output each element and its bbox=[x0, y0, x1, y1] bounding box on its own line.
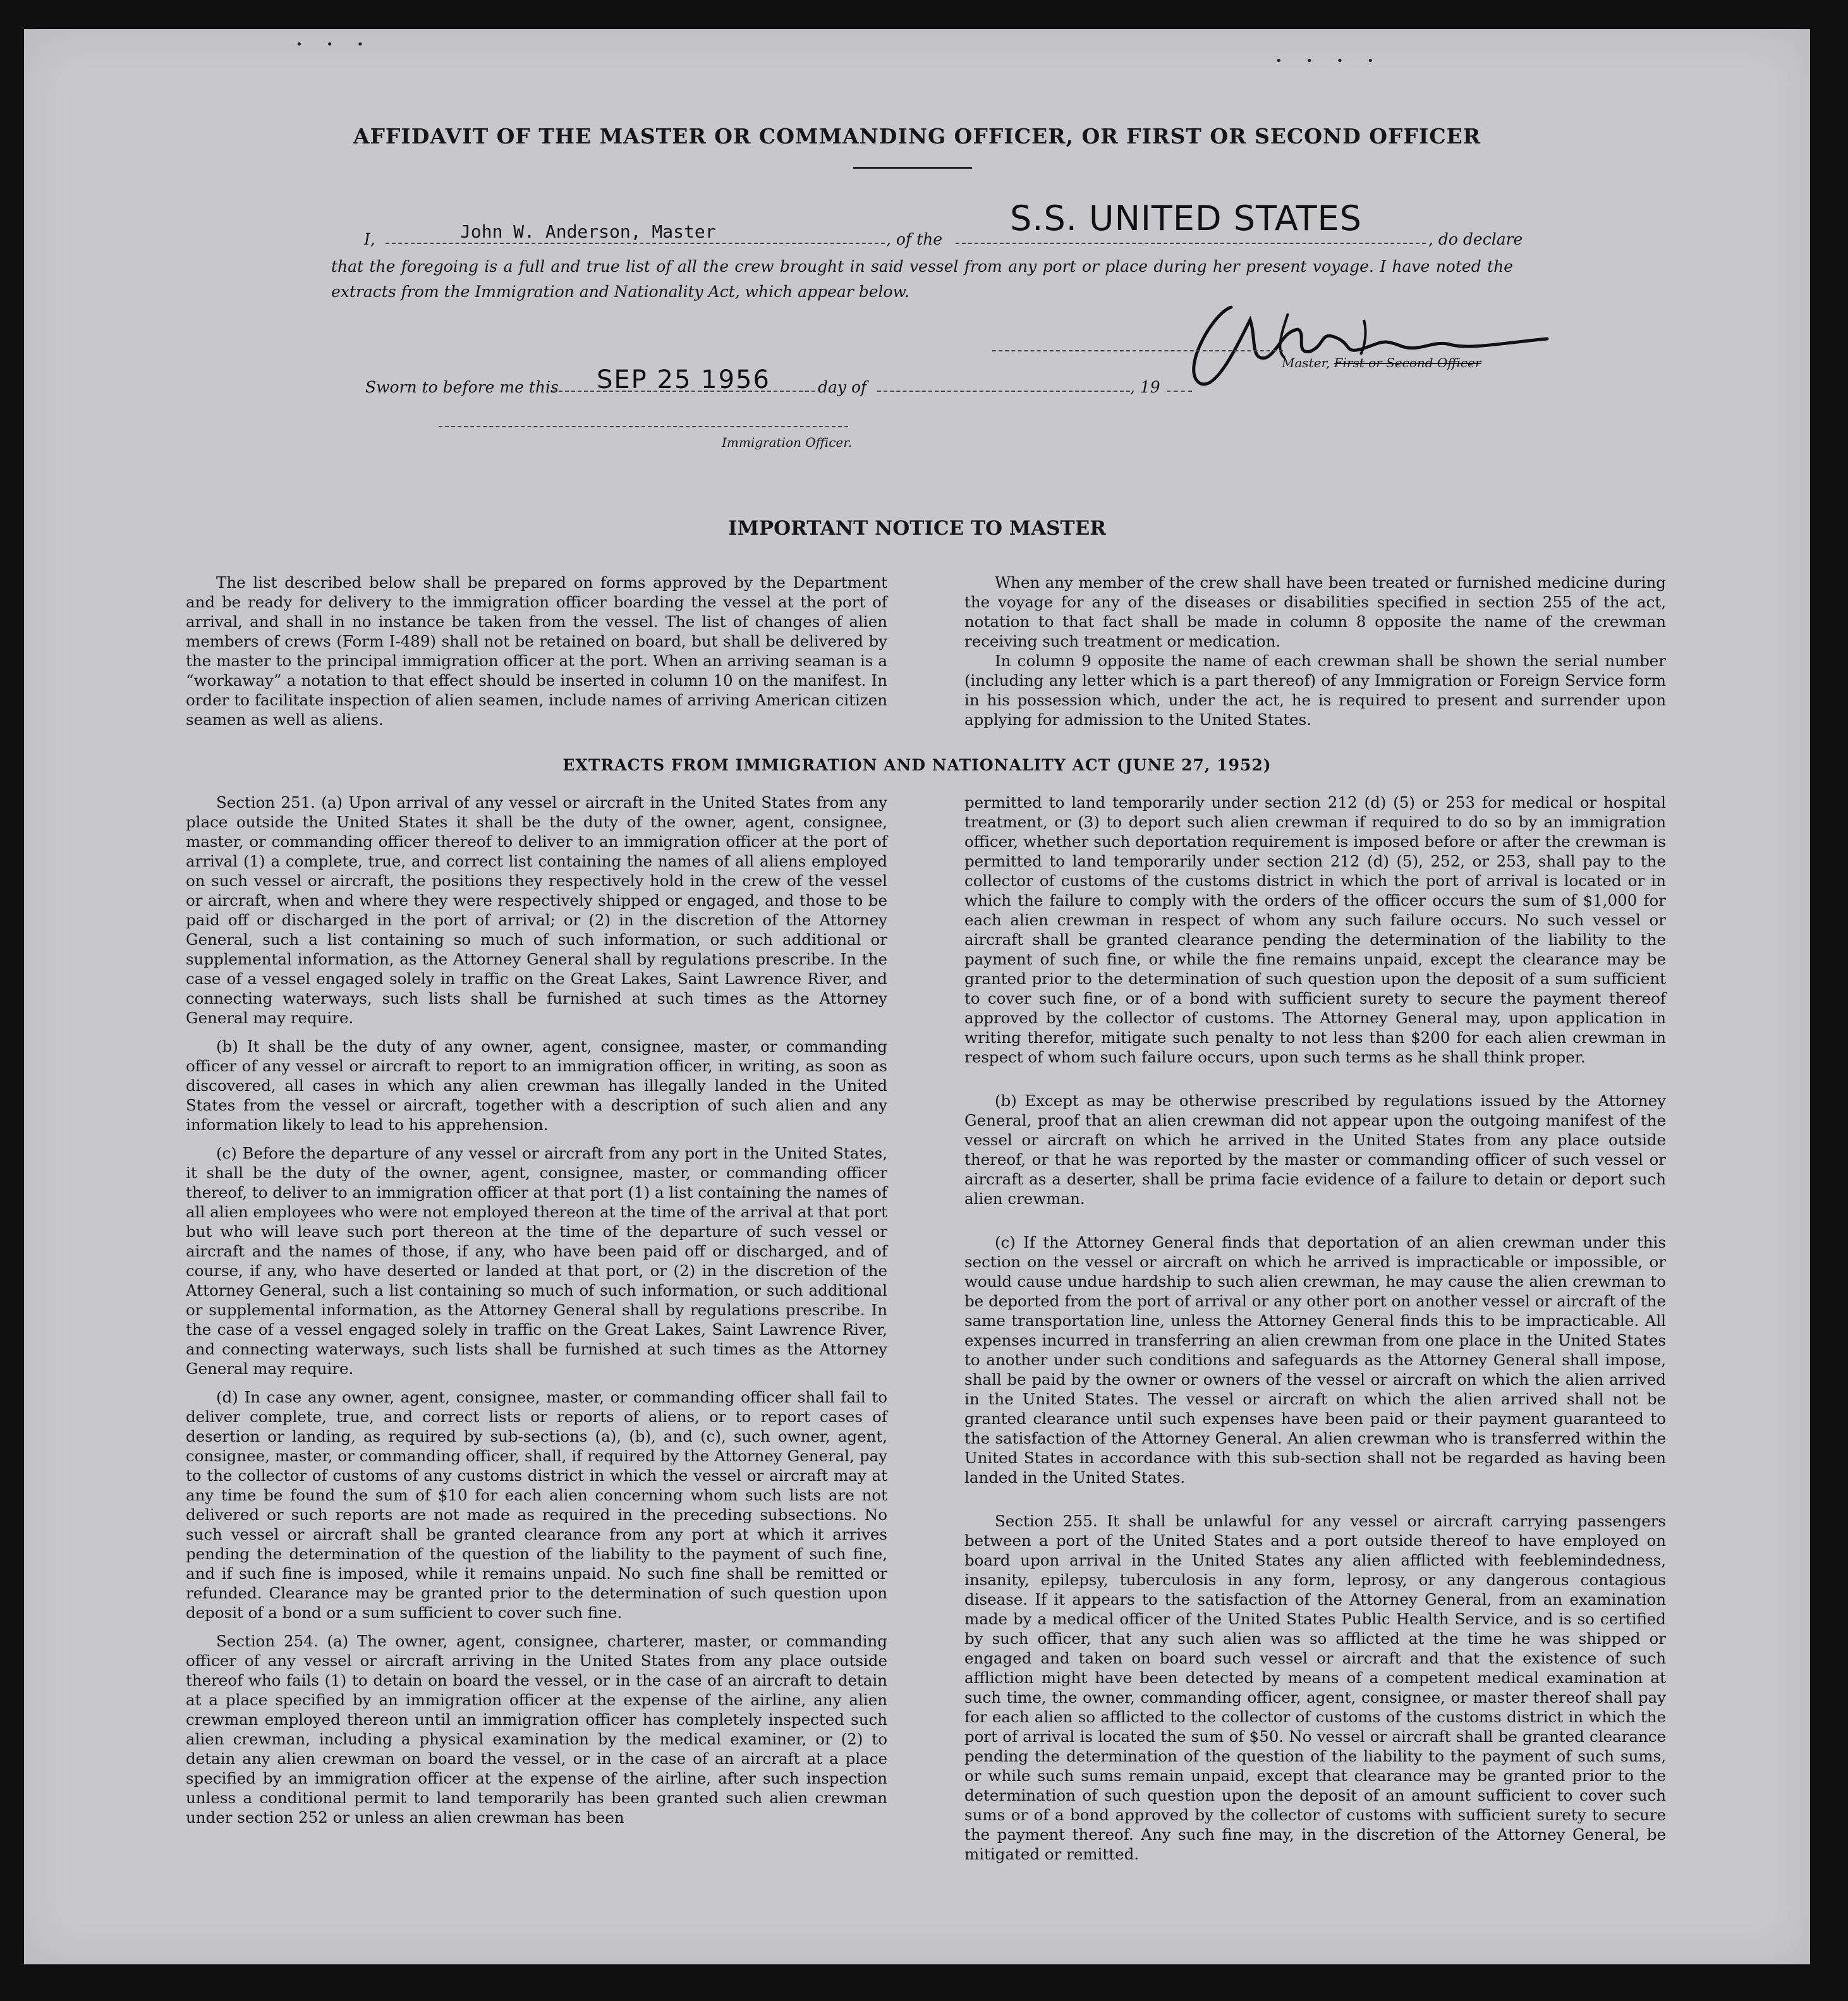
section-251c: (c) Before the departure of any vessel or aircraft from any port in the United States, it shall be the duty of the owner, agent, consignee, master, or commanding officer thereof, to deliver to an immigration officer at that port (1) a list containing the names of all alien employees who were not employed thereon at the time of the arrival at that port but who will leave such port thereon at the time of the departure of such vessel or aircraft and the names of those, if any, who have been paid off or discharged, and of course, if any, who have deserted or landed at that port, or (2) in the discretion of the Attorney General, such a list containing so much of such information, or such additional or supplemental information, as the Attorney General shall by regulations prescribe. In the case of a vessel engaged solely in traffic on the Great Lakes, Saint Lawrence River, and connecting waterways, such lists shall be furnished at such times as the Attorney General may require. bbox=[186, 1144, 887, 1378]
section-254a: Section 254. (a) The owner, agent, consignee, charterer, master, or commanding officer of any vessel or aircraft arriving in the United States from any place outside thereof who fails (1) to detain on board the vessel, or in the case of an aircraft to detain at a place specified by an immigration officer at the expense of the airline, any alien crewman employed thereon until an immigration officer has completely inspected such alien crewman, including a physical examination by the medical examiner, or (2) to detain any alien crewman on board the vessel, or in the case of an aircraft at a place specified by an immigration officer at the expense of the airline, after such inspection unless a conditional permit to land temporarily has been granted such alien crewman under section 252 or unless an alien crewman has been bbox=[186, 1632, 887, 1827]
signature-line bbox=[992, 350, 1283, 351]
master-name: John W. Anderson, Master bbox=[460, 221, 716, 242]
notice-left-column bbox=[186, 573, 887, 738]
year-label: , 19 bbox=[1130, 378, 1160, 396]
sworn-date-stamp: SEP 25 1956 bbox=[597, 365, 770, 394]
of-the-label: , of the bbox=[886, 230, 943, 248]
section-251d: (d) In case any owner, agent, consignee, master, or commanding officer shall fail to deliver complete, true, and correct lists or reports of aliens, or to report cases of desertion or landing, as required by sub-sections (a), (b), and (c), such owner, agent, consignee, master, or commanding officer, shall, if required by the Attorney General, pay to the collector of customs of any customs district in which the vessel or aircraft may at any time be found the sum of $10 for each alien concerning whom such lists are not delivered or such reports are not made as required in the preceding subsections. No such vessel or aircraft shall be granted clearance from any port at which it arrives pending the determination of the question of the liability to the payment of such fine, and if such fine is imposed, while it remains unpaid. No such fine shall be remitted or refunded. Clearance may be granted prior to the determination of such question upon deposit of a bond or a sum sufficient to cover such fine. bbox=[186, 1388, 887, 1622]
month-line bbox=[877, 391, 1130, 392]
extracts-left-column bbox=[186, 793, 887, 1836]
extracts-right-column bbox=[964, 793, 1666, 1873]
day-of-label: day of bbox=[818, 378, 867, 396]
declare-prefix: I, bbox=[364, 230, 375, 248]
affidavit-title: AFFIDAVIT OF THE MASTER OR COMMANDING OFFICER, OR FIRST OR SECOND OFFICER bbox=[353, 124, 1481, 149]
vessel-line bbox=[956, 243, 1426, 244]
section-251a: Section 251. (a) Upon arrival of any vessel or aircraft in the United States from any place outside the United States it shall be the duty of the owner, agent, consignee, master, or commanding officer thereof to deliver to an immigration officer at the port of arrival (1) a complete, true, and correct list containing the names of all aliens employed on such vessel or aircraft, the positions they respectively hold in the crew of the vessel or aircraft, when and where they were respectively shipped or engaged, and those to be paid off or discharged in the port of arrival; or (2) in the discretion of the Attorney General, such a list containing so much of such information, or such additional or supplemental information, as the Attorney General shall by regulations prescribe. In the case of a vessel engaged solely in traffic on the Great Lakes, Saint Lawrence River, and connecting waterways, such lists shall be furnished at such times as the Attorney General may require. bbox=[186, 793, 887, 1027]
sworn-label: Sworn to before me this bbox=[365, 378, 559, 396]
do-declare-label: , do declare bbox=[1428, 230, 1523, 248]
notice-paragraph: The list described below shall be prepared on forms approved by the Department and be ready for delivery to the immigration officer boarding the vessel at the port of arrival, and shall in no instance be taken from the vessel. The list of changes of alien members of crews (Form I-489) shall not be retained on board, but shall be delivered by the master to the principal immigration officer at the port. When an arriving seaman is a “workaway” a notation to that effect should be inserted in column 10 on the manifest. In order to facilitate inspection of alien seamen, include names of arriving American citizen seamen as well as aliens. bbox=[186, 573, 887, 729]
title-rule bbox=[853, 167, 972, 169]
section-251b: (b) It shall be the duty of any owner, agent, consignee, master, or commanding officer of any vessel or aircraft to report to an immigration officer, in writing, as soon as discovered, all cases in which any alien crewman has illegally landed in the United States from the vessel or aircraft, together with a description of such alien and any information likely to lead to his apprehension. bbox=[186, 1037, 887, 1134]
notice-right-column bbox=[964, 573, 1666, 738]
section-254a-continued: permitted to land temporarily under section 212 (d) (5) or 253 for medical or hospital treatment, or (3) to deport such alien crewman if required to do so by an immigration officer, whether such deportation requirement is imposed before or after the crewman is permitted to land temporarily under section 212 (d) (5), 252, or 253, shall pay to the collector of customs of the customs district in which the port of arrival is located or in which the failure to comply with the orders of the officer occurs the sum of $1,000 for each alien crewman in respect of whom any such failure occurs. No such vessel or aircraft shall be granted clearance pending the determination of the liability to the payment of such fine, or while the fine remains unpaid, except the clearance may be granted prior to the determination of such question upon the deposit of a sum sufficient to cover such fine, or of a bond with sufficient surety to secure the payment thereof approved by the collector of customs. The Attorney General may, upon application in writing therefor, mitigate such penalty to not less than $200 for each alien crewman in respect of whom such failure occurs, upon such terms as he shall think proper. bbox=[964, 793, 1666, 1066]
scan-specks: • • • • bbox=[1275, 54, 1384, 68]
notice-paragraph: When any member of the crew shall have been treated or furnished medicine during the voyage for any of the diseases or disabilities specified in section 255 of the act, notation to that fact shall be made in column 8 opposite the name of the crewman receiving such treatment or medication. bbox=[964, 573, 1666, 650]
section-255: Section 255. It shall be unlawful for any vessel or aircraft carrying passengers between a port of the United States and a port outside thereof to have employed on board upon arrival in the United States any alien afflicted with feeblemindedness, insanity, epilepsy, tuberculosis in any form, leprosy, or any dangerous contagious disease. If it appears to the satisfaction of the Attorney General, from an examination made by a medical officer of the United States Public Health Service, and is so certified by such officer, that any such alien was so afflicted at the time he was shipped or engaged and taken on board such vessel or aircraft and that the existence of such affliction might have been detected by means of a competent medical examination at such time, the owner, commanding officer, agent, consignee, or master thereof shall pay for each alien so afflicted to the collector of customs of the customs district in which the port of arrival is located the sum of $50. No vessel or aircraft shall be granted clearance pending the determination of the question of the liability to the payment of such sums, or while such sums remain unpaid, except that clearance may be granted prior to the determination of such question upon the deposit of an amount sufficient to cover such sums or of a bond approved by the collector of customs with sufficient surety to secure the payment thereof. Any such fine may, in the discretion of the Attorney General, be mitigated or remitted. bbox=[964, 1512, 1666, 1863]
section-254b: (b) Except as may be otherwise prescribed by regulations issued by the Attorney General, proof that an alien crewman did not appear upon the outgoing manifest of the vessel or aircraft on which he arrived in the United States from any place outside thereof, or that he was reported by the master or commanding officer of such vessel or aircraft as a deserter, shall be prima facie evidence of a failure to detain or deport such alien crewman. bbox=[964, 1092, 1666, 1208]
master-signature bbox=[1155, 295, 1560, 396]
vessel-stamp: S.S. UNITED STATES bbox=[1010, 198, 1362, 238]
year-line bbox=[1167, 391, 1192, 392]
document-page bbox=[24, 29, 1810, 1964]
section-254c: (c) If the Attorney General finds that deportation of an alien crewman under this section on the vessel or aircraft on which he arrived is impracticable or impossible, or would cause undue hardship to such alien crewman, he may cause the alien crewman to be deported from the port of arrival or any other port on another vessel or aircraft of the same transportation line, unless the Attorney General finds this to be impracticable. All expenses incurred in transferring an alien crewman from one place in the United States to another under such conditions and safeguards as the Attorney General shall impose, shall be paid by the owner or owners of the vessel or aircraft on which the alien arrived in the United States. The vessel or aircraft on which the alien arrived shall not be granted clearance until such expenses have been paid or their payment guaranteed to the satisfaction of the Attorney General. An alien crewman who is transferred within the United States in accordance with this sub-section shall not be regarded as having been landed in the United States. bbox=[964, 1233, 1666, 1487]
signature-caption bbox=[1282, 355, 1481, 370]
scan-specks: • • • bbox=[296, 38, 374, 51]
signature-caption-master: Master, bbox=[1282, 355, 1330, 370]
declaration-text: that the foregoing is a full and true list of all the crew brought in said vessel from any port or place during her present voyage. I have noted the extracts from the Immigration and Nationality Act, which appear below. bbox=[331, 257, 1513, 301]
extracts-heading: EXTRACTS FROM IMMIGRATION AND NATIONALITY ACT (JUNE 27, 1952) bbox=[562, 756, 1272, 774]
master-name-line bbox=[386, 243, 885, 244]
officer-signature-line bbox=[439, 426, 848, 427]
notice-paragraph: In column 9 opposite the name of each crewman shall be shown the serial number (including any letter which is a part thereof) of any Immigration or Foreign Service form in his possession which, under the act, he is required to present and surrender upon applying for admission to the United States. bbox=[964, 652, 1666, 729]
officer-label: Immigration Officer. bbox=[722, 435, 852, 450]
signature-caption-struck: First or Second Officer bbox=[1334, 355, 1481, 370]
notice-heading: IMPORTANT NOTICE TO MASTER bbox=[727, 517, 1107, 540]
